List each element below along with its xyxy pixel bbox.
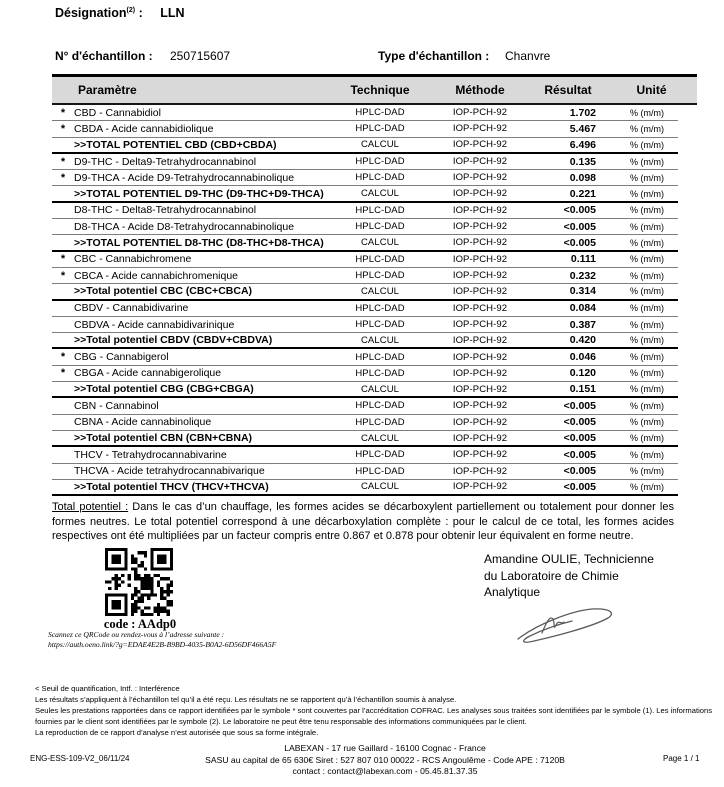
technique-cell: HPLC-DAD (355, 319, 405, 330)
page-number: Page 1 / 1 (663, 754, 700, 763)
unite-cell: % (m/m) (630, 433, 664, 444)
methode-cell: IOP-PCH-92 (452, 107, 508, 119)
company-footer (100, 743, 670, 778)
sample-type-label: Type d'échantillon : (378, 49, 490, 63)
resultat-cell: 0.120 (569, 367, 596, 380)
resultat-cell: <0.005 (563, 236, 596, 249)
designation-value: LLN (160, 6, 185, 20)
table-row (52, 382, 678, 398)
methode-cell: IOP-PCH-92 (452, 237, 508, 249)
methode-cell: IOP-PCH-92 (452, 139, 508, 151)
methode-cell: IOP-PCH-92 (452, 172, 508, 184)
cofrac-star-marker: * (60, 155, 66, 168)
technique-cell: CALCUL (360, 237, 400, 249)
resultat-cell: 0.387 (569, 318, 596, 331)
table-row (52, 431, 678, 447)
resultat-cell: 0.046 (569, 351, 596, 364)
footnote-reproduction: La reproduction de ce rapport d’analyse n’est autorisée que sous sa forme intégrale. (35, 727, 319, 737)
parameter-cell: THCVA - Acide tetrahydrocannabivarique (74, 465, 265, 478)
table-row (52, 138, 678, 154)
table-row (52, 415, 678, 431)
resultat-cell: 0.098 (569, 171, 596, 184)
methode-cell: IOP-PCH-92 (452, 400, 508, 412)
table-row (52, 252, 678, 268)
parameter-cell: CBGA - Acide cannabigerolique (74, 367, 222, 380)
column-header-parametre: Paramètre (78, 83, 137, 97)
technique-cell: HPLC-DAD (355, 107, 405, 119)
technique-cell: HPLC-DAD (355, 270, 405, 282)
resultat-cell: 5.467 (569, 122, 596, 135)
methode-cell: IOP-PCH-92 (452, 367, 508, 379)
resultat-cell: 0.111 (570, 253, 596, 266)
unite-cell: % (m/m) (630, 368, 664, 379)
resultat-cell: <0.005 (563, 399, 596, 412)
technique-cell: HPLC-DAD (355, 302, 405, 314)
company-legal: SASU au capital de 65 630€ Siret : 527 807 010 00022 - RCS Angoulême - Code APE : 7120B (205, 754, 565, 765)
table-row (52, 203, 678, 219)
legal-footnotes (35, 684, 723, 739)
technique-cell: CALCUL (360, 432, 400, 444)
table-row (52, 349, 678, 365)
sample-number-value: 250715607 (170, 49, 231, 63)
table-row (52, 284, 678, 300)
footnote-cofrac: Seules les prestations rapportées dans ce rapport identifiées par le symbole * sont couvertes par l’accréditation COFRAC. Les analyses sous traitées sont identifiées par le symbole (1). Les informations fournies par le client sont identifiées par le symbole (2). Le laboratoire ne peut être tenu responsable des informations communiquées par le client. (35, 705, 713, 726)
column-header-resultat: Résultat (544, 83, 592, 97)
cofrac-star-marker: * (60, 351, 66, 364)
cofrac-star-marker: * (60, 171, 66, 184)
technique-cell: HPLC-DAD (355, 172, 405, 184)
unite-cell: % (m/m) (630, 319, 664, 330)
unite-cell: % (m/m) (630, 303, 664, 314)
table-row (52, 301, 678, 317)
resultat-cell: 0.135 (569, 155, 596, 168)
resultat-cell: 0.232 (569, 269, 596, 282)
signatory-name: Amandine OULIE, Technicienne (484, 552, 654, 566)
parameter-cell: CBNA - Acide cannabinolique (74, 416, 212, 429)
qr-verification-url: https://auth.oeno.link/?g=EDAE4E2B-B9BD-4035-B0A2-6D56DF466A5F (48, 640, 277, 649)
methode-cell: IOP-PCH-92 (452, 221, 508, 233)
technique-cell: CALCUL (360, 285, 400, 297)
parameter-cell: CBDVA - Acide cannabidivarinique (74, 318, 235, 331)
resultat-cell: 0.420 (569, 334, 596, 347)
technique-cell: HPLC-DAD (355, 123, 405, 135)
column-header-unite: Unité (636, 83, 667, 97)
resultat-cell: 0.314 (569, 285, 596, 298)
resultat-cell: 0.221 (569, 187, 596, 200)
handwritten-signature (512, 595, 627, 653)
technique-cell: CALCUL (360, 139, 400, 151)
parameter-cell: D9-THC - Delta9-Tetrahydrocannabinol (74, 155, 257, 168)
parameter-cell: >>Total potentiel CBDV (CBDV+CBDVA) (74, 334, 273, 347)
designation-superscript: (2) (126, 6, 136, 14)
resultat-cell: 0.084 (569, 302, 596, 315)
parameter-cell: CBDA - Acide cannabidiolique (74, 122, 214, 135)
total-potentiel-note (52, 500, 674, 544)
unite-cell: % (m/m) (630, 449, 664, 460)
parameter-cell: CBCA - Acide cannabichromenique (74, 269, 239, 282)
unite-cell: % (m/m) (630, 172, 664, 183)
parameter-cell: D8-THCA - Acide D8-Tetrahydrocannabinolique (74, 220, 295, 233)
unite-cell: % (m/m) (630, 335, 664, 346)
methode-cell: IOP-PCH-92 (452, 334, 508, 346)
technique-cell: HPLC-DAD (355, 156, 405, 168)
document-code: ENG-ESS-109-V2_06/11/24 (30, 754, 130, 763)
table-row (52, 398, 678, 414)
results-table (52, 74, 697, 496)
methode-cell: IOP-PCH-92 (452, 253, 508, 265)
unite-cell: % (m/m) (630, 384, 664, 395)
methode-cell: IOP-PCH-92 (452, 319, 508, 330)
technique-cell: CALCUL (360, 481, 400, 493)
unite-cell: % (m/m) (630, 352, 664, 363)
sample-type-value: Chanvre (505, 49, 551, 63)
parameter-cell: >>Total potentiel CBC (CBC+CBCA) (74, 285, 253, 298)
table-row (52, 447, 678, 463)
technique-cell: HPLC-DAD (355, 465, 405, 477)
methode-cell: IOP-PCH-92 (452, 270, 508, 282)
unite-cell: % (m/m) (630, 221, 664, 232)
methode-cell: IOP-PCH-92 (452, 285, 508, 297)
qr-code (105, 548, 173, 616)
unite-cell: % (m/m) (630, 400, 664, 411)
methode-cell: IOP-PCH-92 (452, 302, 508, 314)
note-text: Dans le cas d’un chauffage, les formes acides se décarboxylent partiellement ou totalement pour donner les formes neutres. Le total potentiel correspond à une décarboxylation complète : pour le calcul de ce total, les formes acides respectives ont été multipliées par un facteur compris entre 0.867 et 0.878 pour obtenir leur équivalent en forme neutre. (52, 501, 674, 543)
unite-cell: % (m/m) (630, 466, 664, 477)
technique-cell: HPLC-DAD (355, 367, 405, 379)
unite-cell: % (m/m) (630, 156, 664, 167)
cofrac-star-marker: * (60, 269, 66, 282)
unite-cell: % (m/m) (630, 237, 664, 248)
parameter-cell: >>TOTAL POTENTIEL D9-THC (D9-THC+D9-THCA) (74, 187, 324, 200)
table-row (52, 186, 678, 202)
unite-cell: % (m/m) (630, 417, 664, 428)
parameter-cell: >>Total potentiel THCV (THCV+THCVA) (74, 480, 269, 493)
parameter-cell: CBN - Cannabinol (74, 399, 159, 412)
parameter-cell: >>TOTAL POTENTIEL CBD (CBD+CBDA) (74, 138, 277, 151)
unite-cell: % (m/m) (630, 481, 664, 492)
technique-cell: CALCUL (360, 334, 400, 346)
methode-cell: IOP-PCH-92 (452, 188, 508, 200)
table-row (52, 154, 678, 170)
cofrac-star-marker: * (60, 367, 66, 380)
qr-scan-note (48, 630, 378, 650)
methode-cell: IOP-PCH-92 (452, 156, 508, 168)
resultat-cell: <0.005 (563, 432, 596, 445)
note-label: Total potentiel : (52, 501, 129, 513)
unite-cell: % (m/m) (630, 270, 664, 281)
table-row (52, 235, 678, 251)
unite-cell: % (m/m) (630, 286, 664, 297)
designation-label: Désignation (55, 6, 127, 20)
resultat-cell: 6.496 (569, 138, 596, 151)
resultat-cell: 1.702 (569, 106, 596, 119)
technique-cell: HPLC-DAD (355, 416, 405, 428)
cofrac-star-marker: * (60, 253, 66, 266)
resultat-cell: <0.005 (563, 465, 596, 478)
footnote-seuil: < Seuil de quantification, Intf. : Interférence (35, 684, 180, 693)
technique-cell: CALCUL (360, 383, 400, 395)
parameter-cell: >>Total potentiel CBN (CBN+CBNA) (74, 432, 253, 445)
methode-cell: IOP-PCH-92 (452, 204, 508, 216)
methode-cell: IOP-PCH-92 (452, 416, 508, 428)
cofrac-star-marker: * (60, 122, 66, 135)
table-body (52, 105, 678, 496)
unite-cell: % (m/m) (630, 123, 664, 134)
resultat-cell: <0.005 (563, 480, 596, 493)
unite-cell: % (m/m) (630, 139, 664, 150)
signatory-title-line2: du Laboratoire de Chimie (484, 568, 619, 583)
parameter-cell: CBC - Cannabichromene (74, 253, 192, 266)
signatory-title-line3: Analytique (484, 585, 541, 599)
qr-code-caption: code : AAdp0 (103, 617, 177, 631)
parameter-cell: D8-THC - Delta8-Tetrahydrocannabinol (74, 204, 257, 217)
qr-scan-instruction: Scannez ce QRCode ou rendez-vous à l’adresse suivante : (48, 630, 225, 639)
resultat-cell: <0.005 (563, 204, 596, 217)
results-table-header (52, 74, 697, 105)
resultat-cell: <0.005 (563, 448, 596, 461)
methode-cell: IOP-PCH-92 (452, 383, 508, 395)
resultat-cell: <0.005 (563, 220, 596, 233)
unite-cell: % (m/m) (630, 254, 664, 265)
parameter-cell: CBD - Cannabidiol (74, 106, 161, 119)
methode-cell: IOP-PCH-92 (452, 481, 508, 493)
designation-colon: : (138, 6, 143, 20)
methode-cell: IOP-PCH-92 (452, 449, 508, 461)
designation-line (55, 6, 185, 20)
table-row (52, 268, 678, 284)
column-header-methode: Méthode (455, 83, 505, 97)
unite-cell: % (m/m) (630, 205, 664, 216)
parameter-cell: >>TOTAL POTENTIEL D8-THC (D8-THC+D8-THCA) (74, 236, 324, 249)
methode-cell: IOP-PCH-92 (452, 123, 508, 135)
technique-cell: HPLC-DAD (355, 351, 405, 363)
company-contact: contact : contact@labexan.com - 05.45.81.37.35 (292, 766, 478, 777)
parameter-cell: THCV - Tetrahydrocannabivarine (74, 448, 227, 461)
methode-cell: IOP-PCH-92 (452, 351, 508, 363)
table-row (52, 219, 678, 235)
column-header-technique: Technique (350, 83, 410, 97)
resultat-cell: 0.151 (569, 383, 596, 396)
parameter-cell: CBDV - Cannabidivarine (74, 302, 189, 315)
table-row (52, 366, 678, 382)
technique-cell: CALCUL (360, 188, 400, 200)
cofrac-star-marker: * (60, 106, 66, 119)
table-row (52, 317, 678, 333)
sample-number-label: N° d'échantillon : (55, 49, 153, 63)
signatory-block (484, 551, 654, 601)
company-address: LABEXAN - 17 rue Gaillard - 16100 Cognac - France (284, 743, 486, 753)
technique-cell: HPLC-DAD (355, 221, 405, 233)
methode-cell: IOP-PCH-92 (452, 432, 508, 444)
parameter-cell: D9-THCA - Acide D9-Tetrahydrocannabinolique (74, 171, 295, 184)
table-row (52, 170, 678, 186)
technique-cell: HPLC-DAD (355, 204, 405, 216)
table-row (52, 105, 678, 121)
parameter-cell: >>Total potentiel CBG (CBG+CBGA) (74, 383, 254, 396)
footnote-resultats: Les résultats s’appliquent à l’échantillon tel qu’il a été reçu. Les résultats ne se rapportent qu’à l’échantillon soumis à analyse. (35, 694, 457, 704)
technique-cell: HPLC-DAD (355, 400, 405, 412)
unite-cell: % (m/m) (630, 188, 664, 199)
methode-cell: IOP-PCH-92 (452, 465, 508, 477)
technique-cell: HPLC-DAD (355, 449, 405, 461)
unite-cell: % (m/m) (630, 107, 664, 118)
table-row (52, 333, 678, 349)
parameter-cell: CBG - Cannabigerol (74, 351, 169, 364)
table-row (52, 464, 678, 480)
table-row (52, 121, 678, 137)
technique-cell: HPLC-DAD (355, 253, 405, 265)
resultat-cell: <0.005 (563, 416, 596, 429)
table-row (52, 480, 678, 496)
